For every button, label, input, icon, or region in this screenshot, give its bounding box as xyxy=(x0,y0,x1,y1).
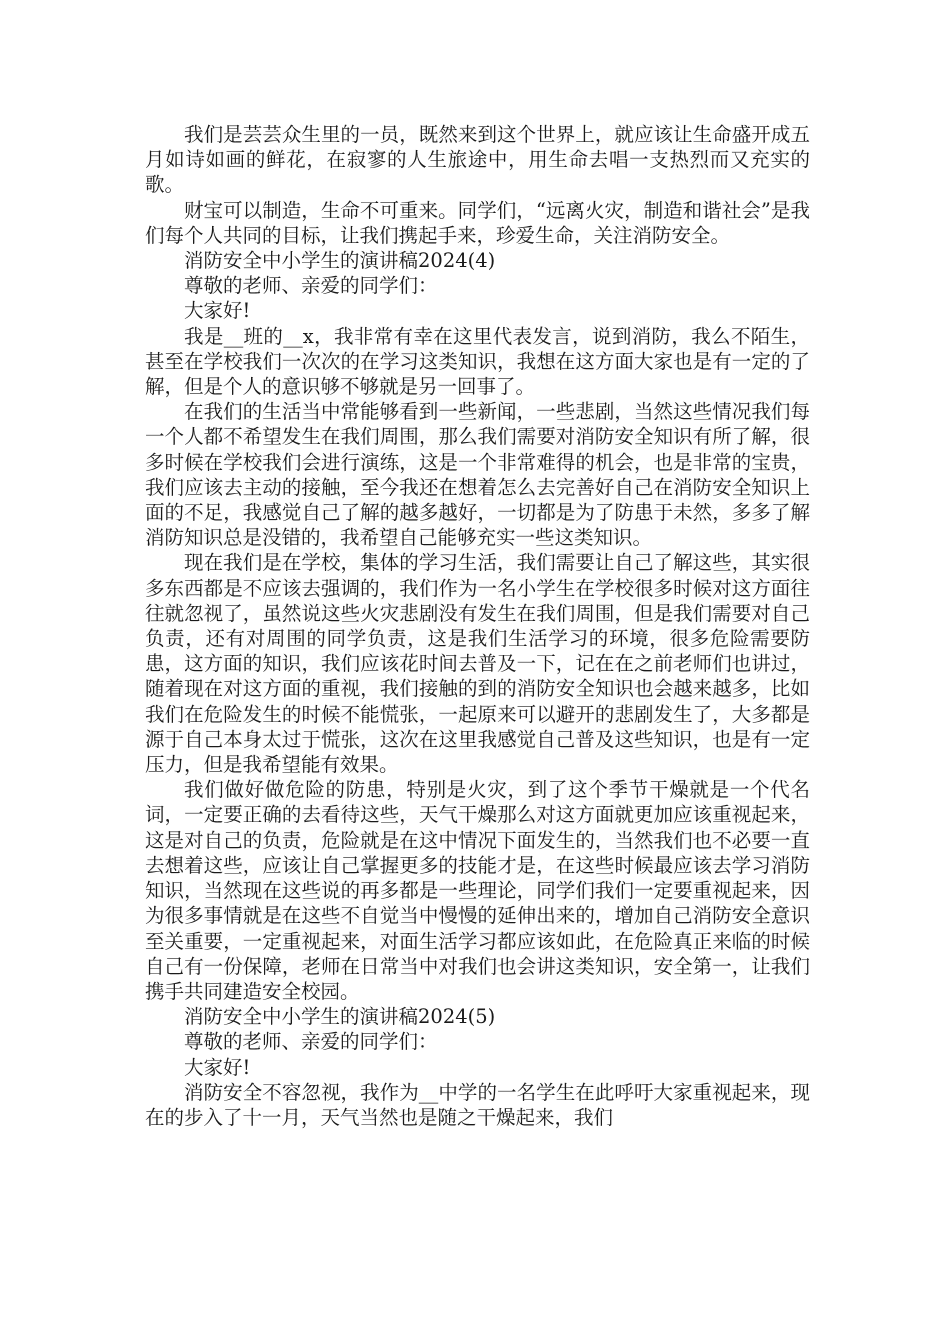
paragraph-introduction: 我是__班的__x，我非常有幸在这里代表发言，说到消防，我么不陌生，甚至在学校我们一次次的在学习这类知识，我想在这方面大家也是有一定的了解，但是个人的意识够不够就是另一回事了。 xyxy=(145,324,810,399)
paragraph-news-tragedies: 在我们的生活当中常能够看到一些新闻，一些悲剧，当然这些情况我们每一个人都不希望发生在我们周围，那么我们需要对消防安全知识有所了解，很多时候在学校我们会进行演练，这是一个非常难得的机会，也是非常的宝贵，我们应该去主动的接触，至今我还在想着怎么去完善好自己在消防安全知识上面的不足，我感觉自己了解的越多越好，一切都是为了防患于未然，多多了解消防知识总是没错的，我希望自己能够充实一些这类知识。 xyxy=(145,400,810,550)
paragraph-school-life: 现在我们是在学校，集体的学习生活，我们需要让自己了解这些，其实很多东西都是不应该去强调的，我们作为一名小学生在学校很多时候对这方面往往就忽视了，虽然说这些火灾悲剧没有发生在我们周围，但是我们需要对自己负责，还有对周围的同学负责，这是我们生活学习的环境，很多危险需要防患，这方面的知识，我们应该花时间去普及一下，记在在之前老师们也讲过，随着现在对这方面的重视，我们接触的到的消防安全知识也会越来越多，比如我们在危险发生的时候不能慌张，一起原来可以避开的悲剧发生了，大多都是源于自己本身太过于慌张，这次在这里我感觉自己普及这些知识，也是有一定压力，但是我希望能有效果。 xyxy=(145,551,810,777)
greeting-4: 大家好! xyxy=(184,299,251,323)
document-page xyxy=(145,122,810,1130)
greeting-5: 大家好! xyxy=(184,1055,251,1079)
paragraph-life-song: 我们是芸芸众生里的一员，既然来到这个世界上，就应该让生命盛开成五月如诗如画的鲜花，在寂寥的人生旅途中，用生命去唱一支热烈而又充实的歌。 xyxy=(145,123,810,197)
paragraph-cherish-life: 财宝可以制造，生命不可重来。同学们，“远离火灾，制造和谐社会”是我们每个人共同的目标，让我们携起手来，珍爱生命，关注消防安全。 xyxy=(145,198,810,247)
paragraph-fire-prevention: 我们做好做危险的防患，特别是火灾，到了这个季节干燥就是一个代名词，一定要正确的去看待这些，天气干燥那么对这方面就更加应该重视起来，这是对自己的负责，危险就是在这中情况下面发生的，当然我们也不必要一直去想着这些，应该让自己掌握更多的技能才是，在这些时候最应该去学习消防知识，当然现在这些说的再多都是一些理论，同学们我们一定要重视起来，因为很多事情就是在这些不自觉当中慢慢的延伸出来的，增加自己消防安全意识至关重要，一定重视起来，对面生活学习都应该如此，在危险真正来临的时候自己有一份保障，老师在日常当中对我们也会讲这类知识，安全第一，让我们携手共同建造安全校园。 xyxy=(145,778,810,1003)
speech-title-5: 消防安全中小学生的演讲稿2024(5) xyxy=(184,1005,496,1029)
speech-title-4: 消防安全中小学生的演讲稿2024(4) xyxy=(184,249,496,273)
salutation-4: 尊敬的老师、亲爱的同学们： xyxy=(184,274,438,298)
salutation-5: 尊敬的老师、亲爱的同学们： xyxy=(184,1030,438,1054)
paragraph-november-dry: 消防安全不容忽视，我作为__中学的一名学生在此呼吁大家重视起来，现在的步入了十一月，天气当然也是随之干燥起来，我们 xyxy=(145,1080,810,1129)
